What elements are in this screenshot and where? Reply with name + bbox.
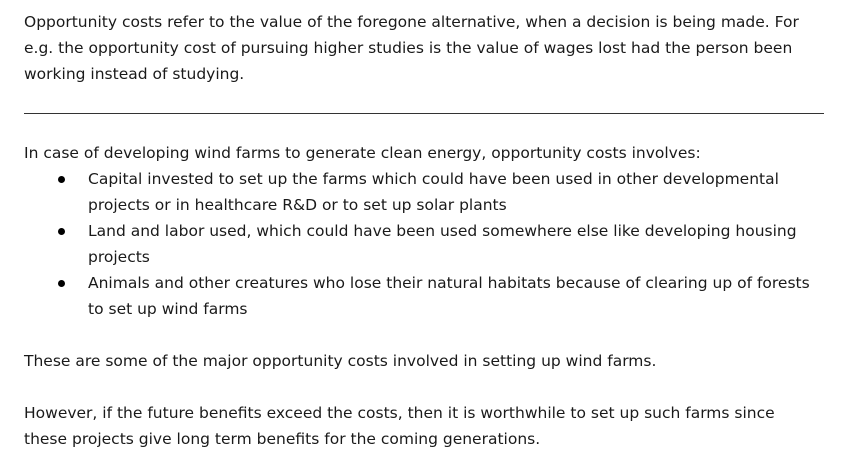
- bullet-text: Animals and other creatures who lose their natural habitats because of clearing up of forests to set up wind farms: [88, 274, 810, 318]
- bullet-dot-icon: [58, 280, 65, 287]
- opportunity-cost-bullet-list: [24, 166, 828, 322]
- bullet-item-capital: [24, 166, 828, 218]
- bullet-text: Land and labor used, which could have been used somewhere else like developing housing projects: [88, 222, 797, 266]
- wind-farm-intro-paragraph: In case of developing wind farms to generate clean energy, opportunity costs involves:: [24, 144, 701, 162]
- future-benefits-paragraph: However, if the future benefits exceed the costs, then it is worthwhile to set up such farms since these projects give long term benefits for the coming generations.: [24, 404, 775, 448]
- document-page: [24, 9, 828, 452]
- bullet-text: Capital invested to set up the farms which could have been used in other developmental projects or in healthcare R&D or to set up solar plants: [88, 170, 779, 214]
- bullet-item-land-labor: [24, 218, 828, 270]
- opportunity-cost-definition-paragraph: Opportunity costs refer to the value of the foregone alternative, when a decision is being made. For e.g. the opportunity cost of pursuing higher studies is the value of wages lost had the person been working instead of studying.: [24, 13, 799, 83]
- bullet-dot-icon: [58, 176, 65, 183]
- major-costs-paragraph: These are some of the major opportunity costs involved in setting up wind farms.: [24, 352, 657, 370]
- horizontal-divider: [24, 113, 824, 114]
- bullet-dot-icon: [58, 228, 65, 235]
- bullet-item-animals: [24, 270, 828, 322]
